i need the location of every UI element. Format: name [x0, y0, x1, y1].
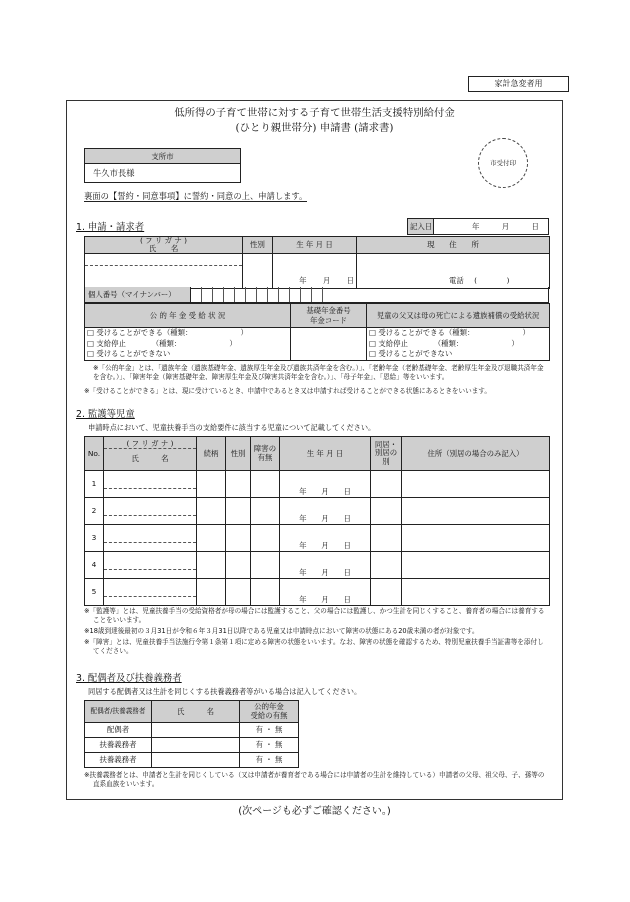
dependent-pension-header: 公的年金 受給の有無	[240, 701, 299, 723]
section1-note2: ※「受けることができる」とは、現に受けているとき、申請中であるとき又は申請すれば受けることができる状態にあるときをいいます。	[84, 387, 491, 395]
relation-field[interactable]	[197, 498, 226, 525]
relation-field[interactable]	[197, 579, 226, 606]
applicant-address-field[interactable]	[357, 253, 550, 288]
mayor-label: 牛久市長様	[93, 168, 135, 178]
disability-field[interactable]	[251, 525, 280, 552]
dependent-name-field[interactable]	[152, 723, 240, 738]
table-row	[85, 738, 299, 753]
child-address-field[interactable]	[402, 498, 550, 525]
relation-field[interactable]	[197, 552, 226, 579]
cohabit-field[interactable]	[371, 579, 402, 606]
dependent-pension-choice[interactable]: 有 ・ 無	[240, 738, 299, 753]
row-number: 4	[85, 552, 104, 579]
disability-header: 障害の 有無	[251, 437, 280, 471]
survivor-options[interactable]	[367, 328, 550, 361]
child-name-field[interactable]	[104, 525, 197, 552]
row-number: 1	[85, 471, 104, 498]
child-name-field[interactable]	[104, 552, 197, 579]
relation-field[interactable]	[197, 471, 226, 498]
applicant-sex-field[interactable]	[243, 253, 273, 288]
child-address-field[interactable]	[402, 579, 550, 606]
mynumber-label: 個人番号（マイナンバー）	[85, 287, 191, 302]
survivor-opt-cannot[interactable]: □ 受けることができない	[369, 349, 453, 359]
table-row	[85, 723, 299, 738]
pension-opt-cannot[interactable]: □ 受けることができない	[87, 349, 171, 359]
dependent-name-field[interactable]	[152, 738, 240, 753]
child-birth-field[interactable]: 年 月 日	[280, 498, 371, 525]
applicant-table	[84, 236, 550, 289]
section2-note3: ※「障害」とは、児童扶養手当法施行令第１条第１項に定める障害の状態をいいます。なお、障害の状態を確認するため、特別児童扶養手当証書等を添付してください。	[84, 638, 544, 655]
child-birth-field[interactable]: 年 月 日	[280, 471, 371, 498]
child-birth-field[interactable]: 年 月 日	[280, 525, 371, 552]
child-sex-field[interactable]	[226, 525, 251, 552]
survivor-opt-can[interactable]: □ 受けることができる（種類： ）	[369, 328, 530, 338]
child-address-field[interactable]	[402, 552, 550, 579]
sex-header: 性別	[243, 237, 273, 254]
table-row	[85, 498, 550, 525]
relation-header: 続柄	[197, 437, 226, 471]
form-subtitle: (ひとり親世帯分) 申請書 (請求書)	[235, 122, 394, 134]
dependent-type: 配偶者	[85, 723, 152, 738]
dependent-type-header: 配偶者/扶養義務者	[85, 701, 152, 723]
birth-month-label: 月	[322, 276, 331, 286]
pension-status-header: 公 的 年 金 受 給 状 況	[85, 304, 291, 328]
relation-field[interactable]	[197, 525, 226, 552]
child-sex-header: 性別	[226, 437, 251, 471]
disability-field[interactable]	[251, 552, 280, 579]
pension-opt-stopped[interactable]: □ 支給停止 （種類： ）	[87, 338, 237, 348]
child-sex-field[interactable]	[226, 498, 251, 525]
entry-date-field[interactable]	[434, 219, 549, 235]
child-birth-field[interactable]: 年 月 日	[280, 552, 371, 579]
form-type-badge: 家計急変者用	[468, 76, 569, 92]
pension-status-options[interactable]	[85, 328, 291, 361]
dependent-pension-choice[interactable]: 有 ・ 無	[240, 723, 299, 738]
birth-header: 生 年 月 日	[273, 237, 357, 254]
child-birth-header: 生 年 月 日	[280, 437, 371, 471]
reception-stamp-circle	[478, 138, 528, 188]
cohabit-field[interactable]	[371, 498, 402, 525]
pension-code-field[interactable]	[291, 328, 367, 361]
applicant-birth-field[interactable]	[273, 253, 357, 288]
section1-note1: ※「公的年金」とは、「遺族年金（遺族基礎年金、遺族厚生年金及び遺族共済年金を含む。）」、「老齢年金（老齢基礎年金、老齢厚生年金及び退職共済年金を含む。）」、「障害年金（障害基礎年金、障害厚生年金及び障害共済年金を含む。）」、「母子年金」、「恩給」等をいいます。	[93, 364, 544, 381]
table-row	[85, 579, 550, 606]
table-row	[85, 525, 550, 552]
child-address-field[interactable]	[402, 471, 550, 498]
children-table	[84, 436, 550, 606]
branch-box	[84, 148, 241, 183]
mynumber-row	[84, 287, 549, 303]
section2-note2: ※18歳到達後最初の３月31日が令和６年３月31日以降である児童又は申請時点において障害の状態にある20歳未満の者が対象です。	[84, 627, 479, 635]
day-label: 日	[531, 221, 539, 231]
birth-day-label: 日	[346, 276, 354, 286]
cohabit-field[interactable]	[371, 525, 402, 552]
survivor-header: 児童の父又は母の死亡による遺族補償の受給状況	[367, 304, 550, 328]
child-birth-field[interactable]: 年 月 日	[280, 579, 371, 606]
disability-field[interactable]	[251, 471, 280, 498]
year-label: 年	[472, 221, 480, 231]
table-row	[85, 471, 550, 498]
pension-code-header: 基礎年金番号 年金コード	[291, 304, 367, 328]
dependents-table	[84, 700, 299, 768]
applicant-name-field[interactable]	[85, 253, 243, 288]
row-number: 5	[85, 579, 104, 606]
address-header: 現 住 所	[357, 237, 550, 254]
row-number: 2	[85, 498, 104, 525]
pension-opt-can[interactable]: □ 受けることができる（種類： ）	[87, 328, 248, 338]
furigana-header: ( フ リ ガ ナ ) 氏 名	[85, 237, 243, 254]
month-label: 月	[501, 221, 510, 231]
section1-title: 1. 申請・請求者	[76, 222, 145, 233]
dependent-type: 扶養義務者	[85, 753, 152, 768]
birth-year-label: 年	[299, 276, 307, 286]
no-header: No.	[85, 437, 104, 471]
stamp-label: 市受付印	[490, 159, 516, 167]
entry-date-table	[407, 218, 549, 235]
section2-intro: 申請時点において、児童扶養手当の支給要件に該当する児童について記載してください。	[88, 423, 376, 432]
section2-title: 2. 監護等児童	[76, 409, 135, 420]
child-address-field[interactable]	[402, 525, 550, 552]
dependent-name-header: 氏 名	[152, 701, 240, 723]
dependent-pension-choice[interactable]: 有 ・ 無	[240, 753, 299, 768]
table-row	[85, 552, 550, 579]
dependent-name-field[interactable]	[152, 753, 240, 768]
survivor-opt-stopped[interactable]: □ 支給停止 （種類： ）	[369, 338, 519, 348]
child-name-field[interactable]	[104, 471, 197, 498]
cohabit-field[interactable]	[371, 471, 402, 498]
section3-intro: 同居する配偶者又は生計を同じくする扶養義務者等がいる場合は記入してください。	[88, 687, 362, 696]
phone-field[interactable]: ( )	[474, 276, 510, 286]
section3-title: 3. 配偶者及び扶養義務者	[76, 673, 182, 684]
child-name-field[interactable]	[104, 579, 197, 606]
child-name-header: ( フ リ ガ ナ ) 氏 名	[104, 437, 197, 471]
table-row	[85, 753, 299, 768]
disability-field[interactable]	[251, 579, 280, 606]
dependent-type: 扶養義務者	[85, 738, 152, 753]
cohabit-field[interactable]	[371, 552, 402, 579]
branch-label: 支所市	[85, 149, 240, 164]
child-name-field[interactable]	[104, 498, 197, 525]
child-sex-field[interactable]	[226, 552, 251, 579]
section3-note: ※扶養義務者とは、申請者と生計を同じくしている（又は申請者が養育者である場合には申請者の生計を維持している）申請者の父母、祖父母、子、孫等の直系血族をいいます。	[84, 771, 545, 788]
form-title: 低所得の子育て世帯に対する子育て世帯生活支援特別給付金	[174, 107, 455, 119]
child-address-header: 住所（別居の場合のみ記入）	[402, 437, 550, 471]
pension-table	[84, 303, 550, 361]
entry-date-label: 記入日	[408, 219, 434, 235]
cohabit-header: 同居・ 別居の 別	[371, 437, 402, 471]
row-number: 3	[85, 525, 104, 552]
child-sex-field[interactable]	[226, 471, 251, 498]
child-sex-field[interactable]	[226, 579, 251, 606]
footer-note: (次ページも必ずご確認ください。)	[238, 806, 391, 817]
consent-text: 裏面の【誓約・同意事項】に誓約・同意の上、申請します。	[84, 191, 308, 201]
phone-label: 電話	[449, 276, 464, 286]
disability-field[interactable]	[251, 498, 280, 525]
section2-note1: ※「監護等」とは、児童扶養手当の受給資格者が母の場合には監護すること、父の場合には監護し、かつ生計を同じくすること、養育者の場合には養育することをいいます。	[84, 607, 545, 624]
mynumber-boxes[interactable]	[191, 287, 323, 302]
